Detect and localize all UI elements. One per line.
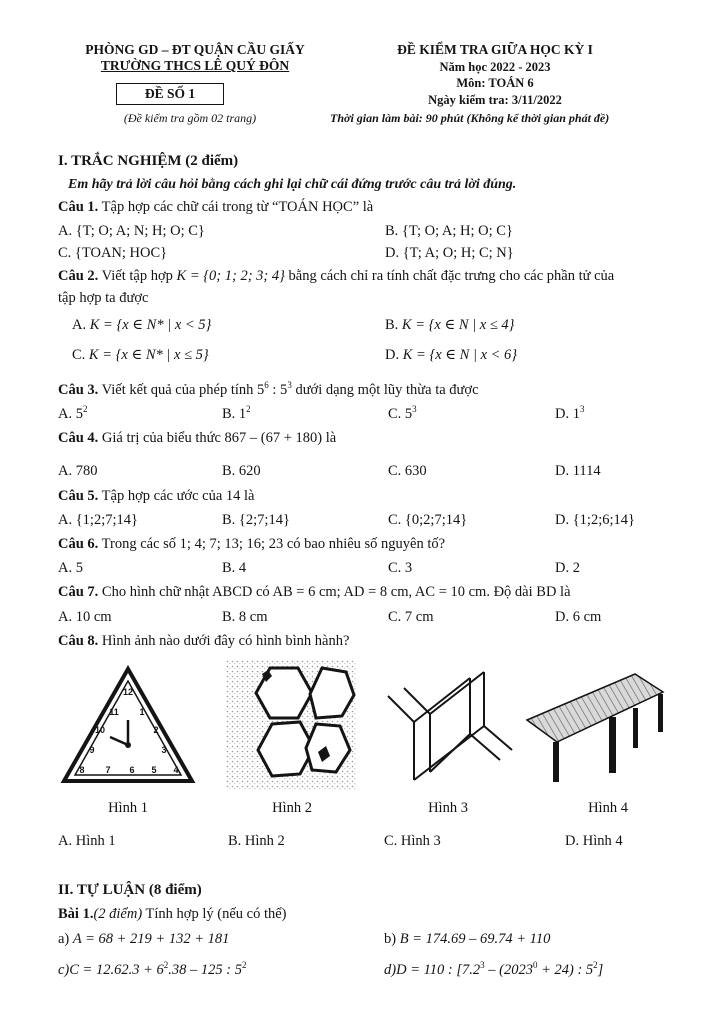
exercise-1b-label: b) [384,931,397,947]
question-5-text: Tập hợp các ước của 14 là [101,488,255,504]
exercise-1c-expr-2: .38 – 125 : 5 [168,962,242,978]
question-2-line2: tập hợp ta được [58,290,149,306]
roof-post-4-icon [658,694,663,732]
q8-option-b: B. Hình 2 [228,833,285,849]
q2-option-a-letter: A. [72,317,87,333]
question-7 [58,584,571,601]
question-1 [58,199,373,216]
figure-3-label: Hình 3 [428,800,468,816]
q7-option-b: B. 8 cm [222,609,268,625]
clock-number: 8 [79,765,85,775]
q3-base: 5 [257,382,265,398]
q3-option-a [58,406,87,423]
question-3-text-post: dưới dạng một lũy thừa ta được [295,382,479,398]
q8-option-a: A. Hình 1 [58,833,116,849]
q1-option-d: D. {T; A; O; H; C; N} [385,245,514,261]
question-4-label: Câu 4. [58,430,99,446]
q7-option-d: D. 6 cm [555,609,602,625]
exercise-1c-exp-1: 2 [163,960,169,970]
subject: Môn: TOÁN 6 [456,76,534,90]
exercise-1-text: Tính hợp lý (nếu có thể) [145,906,287,922]
question-1-text: Tập hợp các chữ cái trong từ “TOÁN HỌC” là [101,199,374,215]
q2-option-c-text: K = {x ∈ N* | x ≤ 5} [88,347,209,363]
question-4-text: Giá trị của biểu thức 867 – (67 + 180) là [101,430,337,446]
q3-a-exp: 2 [82,404,88,414]
q1-option-c: C. {TOAN; HOC} [58,245,168,261]
q8-option-d: D. Hình 4 [565,833,623,849]
exercise-1a-label: a) [58,931,70,947]
question-2-text-pre: Viết tập hợp [101,268,173,284]
exercise-1a-expression: A = 68 + 219 + 132 + 181 [72,931,230,947]
clock-number: 10 [94,725,106,735]
q3-option-c [388,406,417,423]
exercise-1c-expr-1: C = 12.62.3 + 6 [69,962,164,978]
q4-option-b: B. 620 [222,463,261,479]
clock-number: 12 [122,687,134,697]
exercise-1d-exp-3: 2 [593,960,598,970]
q2-option-d-letter: D. [385,347,400,363]
q3-d-text: D. 1 [555,406,580,422]
q6-option-c: C. 3 [388,560,413,576]
exam-code: ĐỀ SỐ 1 [144,86,196,101]
q3-c-exp: 3 [412,404,417,414]
q4-option-a: A. 780 [58,463,98,479]
clock-number: 7 [105,765,111,775]
q2-option-d [385,347,517,364]
q4-option-d: D. 1114 [555,463,601,479]
q3-option-d [555,406,584,423]
q2-option-b-letter: B. [385,317,399,333]
question-5-label: Câu 5. [58,488,99,504]
exam-date: Ngày kiểm tra: 3/11/2022 [428,93,562,107]
exercise-1a [58,931,229,948]
exercise-1d-expr-3: + 24) : 5 [537,962,594,978]
exercise-1-label: Bài 1. [58,906,94,922]
q2-option-c-letter: C. [72,347,86,363]
question-8-text: Hình ảnh nào dưới đây có hình bình hành? [101,633,350,649]
exam-title: ĐỀ KIỂM TRA GIỮA HỌC KỲ I [397,42,593,57]
roof-post-3-icon [633,708,638,748]
clock-number: 2 [153,725,159,735]
question-6-label: Câu 6. [58,536,99,552]
roof-post-2-icon [609,717,616,773]
q3-mid: : 5 [268,382,288,398]
q3-b-text: B. 1 [222,406,247,422]
q8-option-c: C. Hình 3 [384,833,441,849]
roof-post-1-icon [553,742,559,782]
question-3-label: Câu 3. [58,382,99,398]
q5-option-b: B. {2;7;14} [222,512,290,528]
time-note: Thời gian làm bài: 90 phút (Không kể thời gian phát đề) [330,111,610,125]
exercise-1b-expression: B = 174.69 – 69.74 + 110 [399,931,551,947]
figure-1-triangle-clock [58,665,198,790]
pages-note: (Đề kiểm tra gồm 02 trang) [123,111,257,125]
clock-number: 9 [89,745,95,755]
question-6-text: Trong các số 1; 4; 7; 13; 16; 23 có bao nhiêu số nguyên tố? [101,536,446,552]
q6-option-b: B. 4 [222,560,247,576]
q3-exp1: 6 [264,380,269,390]
q6-option-d: D. 2 [555,560,580,576]
q3-a-text: A. 5 [58,406,83,422]
exercise-1 [58,906,287,923]
question-2 [58,268,614,285]
figure-2-label: Hình 2 [272,800,312,816]
clock-number: 6 [129,765,135,775]
figure-4-label: Hình 4 [588,800,628,816]
question-7-text: Cho hình chữ nhật ABCD có AB = 6 cm; AD = 8 cm, AC = 10 cm. Độ dài BD là [101,584,571,600]
q3-exp2: 3 [287,380,292,390]
question-7-label: Câu 7. [58,584,99,600]
department-name: PHÒNG GD – ĐT QUẬN CẦU GIẤY [85,42,305,57]
exercise-1b [384,931,550,948]
question-5 [58,488,255,505]
exercise-1d-exp-1: 3 [480,960,485,970]
question-6 [58,536,445,553]
question-2-set: K = {0; 1; 2; 3; 4} [176,268,285,284]
figure-2-hexagons [226,660,356,790]
part1-title: I. TRẮC NGHIỆM (2 điểm) [58,153,239,169]
q2-option-b [385,317,514,334]
question-2-label: Câu 2. [58,268,99,284]
clock-number: 1 [139,707,145,717]
exercise-1c-exp-2: 2 [241,960,247,970]
q5-option-d: D. {1;2;6;14} [555,512,635,528]
question-1-label: Câu 1. [58,199,99,215]
question-3-expression [257,382,292,398]
q1-option-b: B. {T; O; A; H; O; C} [385,223,513,239]
exercise-1d-label: d) [384,962,397,978]
q2-option-d-text: K = {x ∈ N | x < 6} [402,347,518,363]
q6-option-a: A. 5 [58,560,83,576]
exercise-1d [384,962,603,979]
q5-option-c: C. {0;2;7;14} [388,512,468,528]
clock-number: 5 [151,765,157,775]
q5-option-a: A. {1;2;7;14} [58,512,138,528]
figure-3-parallel-lines [384,662,514,790]
clock-number: 3 [161,745,167,755]
question-2-text-post: bằng cách chỉ ra tính chất đặc trưng cho các phần tử của [288,268,615,284]
school-name: TRƯỜNG THCS LÊ QUÝ ĐÔN [100,58,290,73]
part1-instruction: Em hãy trả lời câu hỏi bằng cách ghi lại chữ cái đứng trước câu trả lời đúng. [68,177,517,192]
q1-option-a: A. {T; O; A; N; H; O; C} [58,223,205,239]
question-4 [58,430,336,447]
q4-option-c: C. 630 [388,463,427,479]
exercise-1d-expr-2: – (2023 [484,962,533,978]
q7-option-c: C. 7 cm [388,609,434,625]
q2-option-b-text: K = {x ∈ N | x ≤ 4} [401,317,515,333]
exercise-1d-exp-2: 0 [532,960,538,970]
question-8-label: Câu 8. [58,633,99,649]
school-year: Năm học 2022 - 2023 [439,60,551,74]
q3-d-exp: 3 [579,404,585,414]
q3-c-text: C. 5 [388,406,413,422]
question-3-text-pre: Viết kết quả của phép tính [101,382,254,398]
q3-b-exp: 2 [246,404,251,414]
exercise-1d-expr-1: D = 110 : [7.2 [396,962,481,978]
q2-option-a-text: K = {x ∈ N* | x < 5} [89,317,212,333]
q2-option-a [72,317,211,334]
question-8 [58,633,349,650]
q7-option-a: A. 10 cm [58,609,112,625]
q2-option-c [72,347,209,364]
exercise-1-points: (2 điểm) [93,906,143,922]
exercise-1c [58,962,246,979]
figure-4-roof-shelter [525,672,670,790]
question-3 [58,382,479,399]
exercise-1c-label: c) [58,962,70,978]
exercise-1d-expr-4: ] [597,962,604,978]
q3-option-b [222,406,251,423]
clock-number: 11 [109,707,119,717]
clock-number: 4 [173,765,179,775]
figure-1-label: Hình 1 [108,800,148,816]
part2-title: II. TỰ LUẬN (8 điểm) [58,882,202,898]
